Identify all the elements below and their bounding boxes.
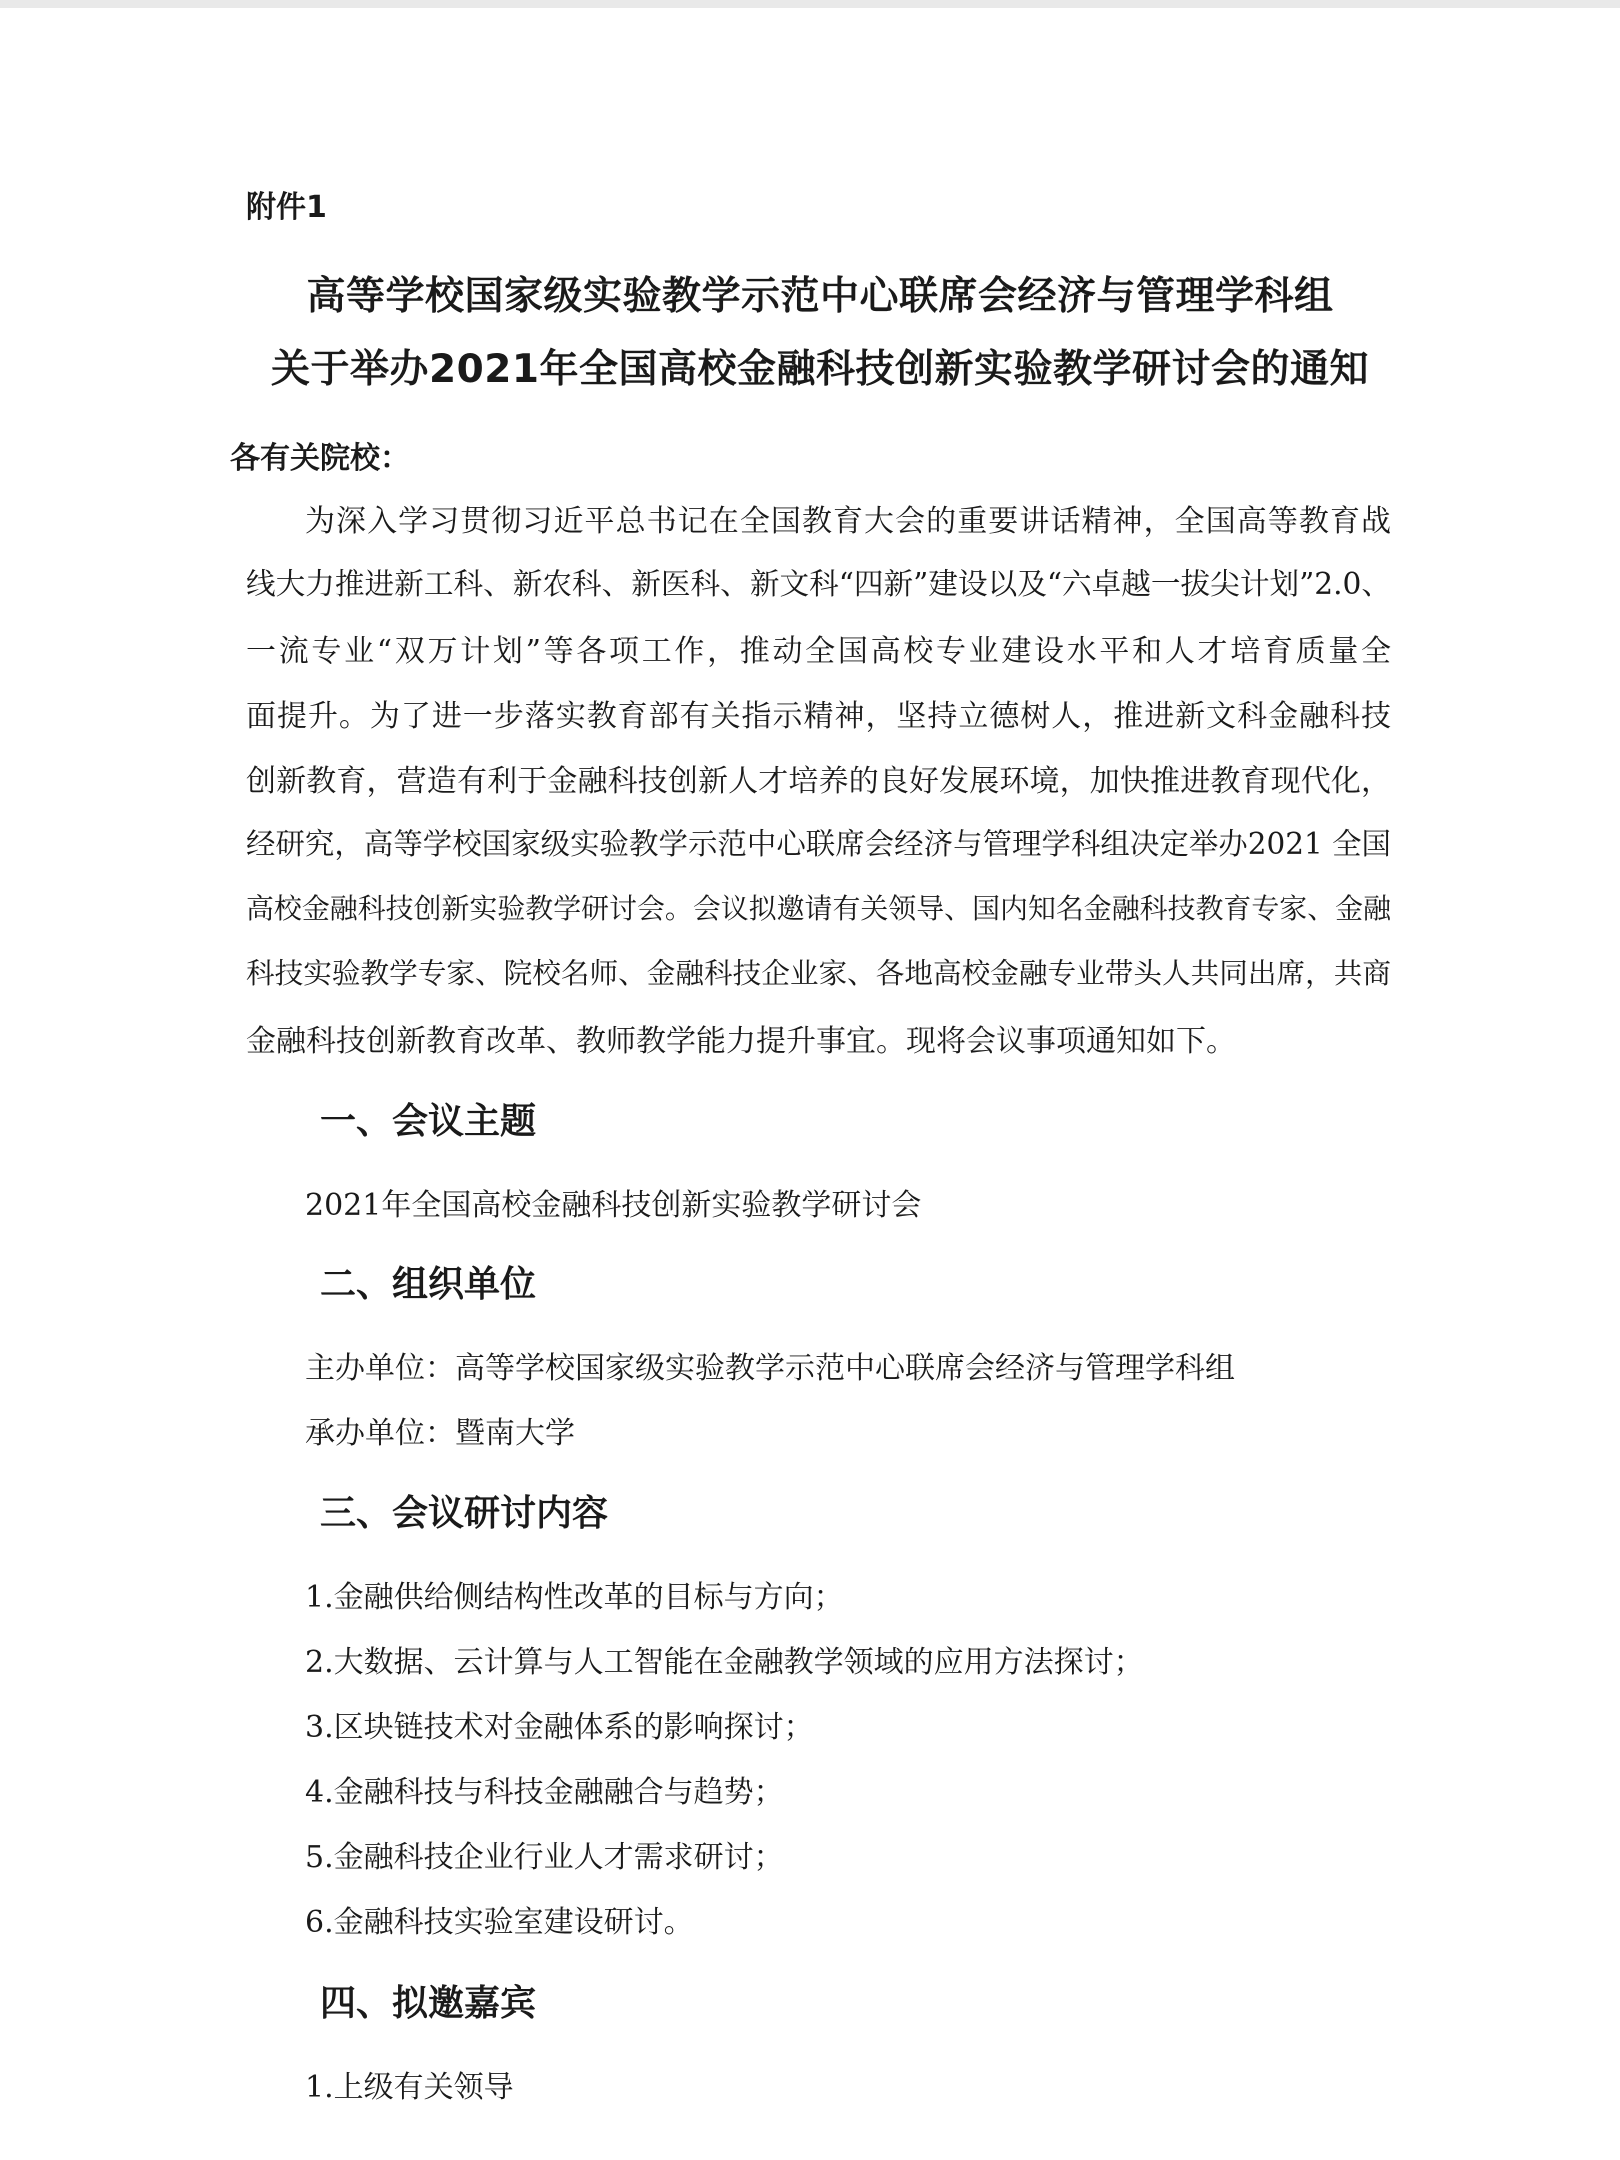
section-heading: 三、会议研讨内容	[320, 1493, 609, 1534]
intro-line: 经研究，高等学校国家级实验教学示范中心联席会经济与管理学科组决定举办2021 全国	[246, 827, 1391, 861]
document-title-line-2: 关于举办2021年全国高校金融科技创新实验教学研讨会的通知	[270, 347, 1370, 392]
intro-line: 金融科技创新教育改革、教师教学能力提升事宜。现将会议事项通知如下。	[246, 1024, 1236, 1059]
intro-line: 创新教育，营造有利于金融科技创新人才培养的良好发展环境，加快推进教育现代化，	[246, 764, 1391, 799]
section-heading: 四、拟邀嘉宾	[320, 1983, 537, 2024]
list-item: 1.金融供给侧结构性改革的目标与方向；	[305, 1580, 844, 1615]
intro-line: 线大力推进新工科、新农科、新医科、新文科“四新”建设以及“六卓越一拔尖计划”2.0、	[246, 566, 1391, 601]
list-item: 2.大数据、云计算与人工智能在金融教学领域的应用方法探讨；	[305, 1645, 1144, 1680]
list-item: 1.上级有关领导	[305, 2070, 514, 2105]
section-heading: 二、组织单位	[320, 1264, 537, 1305]
section-line: 2021年全国高校金融科技创新实验教学研讨会	[305, 1188, 922, 1223]
list-item: 6.金融科技实验室建设研讨。	[305, 1905, 694, 1940]
intro-line: 科技实验教学专家、院校名师、金融科技企业家、各地高校金融专业带头人共同出席，共商	[246, 956, 1392, 990]
document-title-line-1: 高等学校国家级实验教学示范中心联席会经济与管理学科组	[306, 274, 1334, 319]
intro-line: 为深入学习贯彻习近平总书记在全国教育大会的重要讲话精神，全国高等教育战	[305, 504, 1391, 539]
list-item: 4.金融科技与科技金融融合与趋势；	[305, 1775, 784, 1810]
list-item: 5.金融科技企业行业人才需求研讨；	[305, 1840, 784, 1875]
section-line: 主办单位：高等学校国家级实验教学示范中心联席会经济与管理学科组	[305, 1351, 1235, 1386]
salutation: 各有关院校：	[230, 441, 410, 476]
section-line: 承办单位：暨南大学	[305, 1416, 575, 1451]
section-heading: 一、会议主题	[320, 1101, 537, 1142]
intro-line: 一流专业“双万计划”等各项工作，推动全国高校专业建设水平和人才培育质量全	[246, 634, 1391, 669]
intro-line: 高校金融科技创新实验教学研讨会。会议拟邀请有关领导、国内知名金融科技教育专家、金融	[246, 892, 1391, 925]
intro-line: 面提升。为了进一步落实教育部有关指示精神，坚持立德树人，推进新文科金融科技	[246, 699, 1391, 734]
list-item: 3.区块链技术对金融体系的影响探讨；	[305, 1710, 814, 1745]
attachment-label: 附件1	[246, 190, 327, 225]
